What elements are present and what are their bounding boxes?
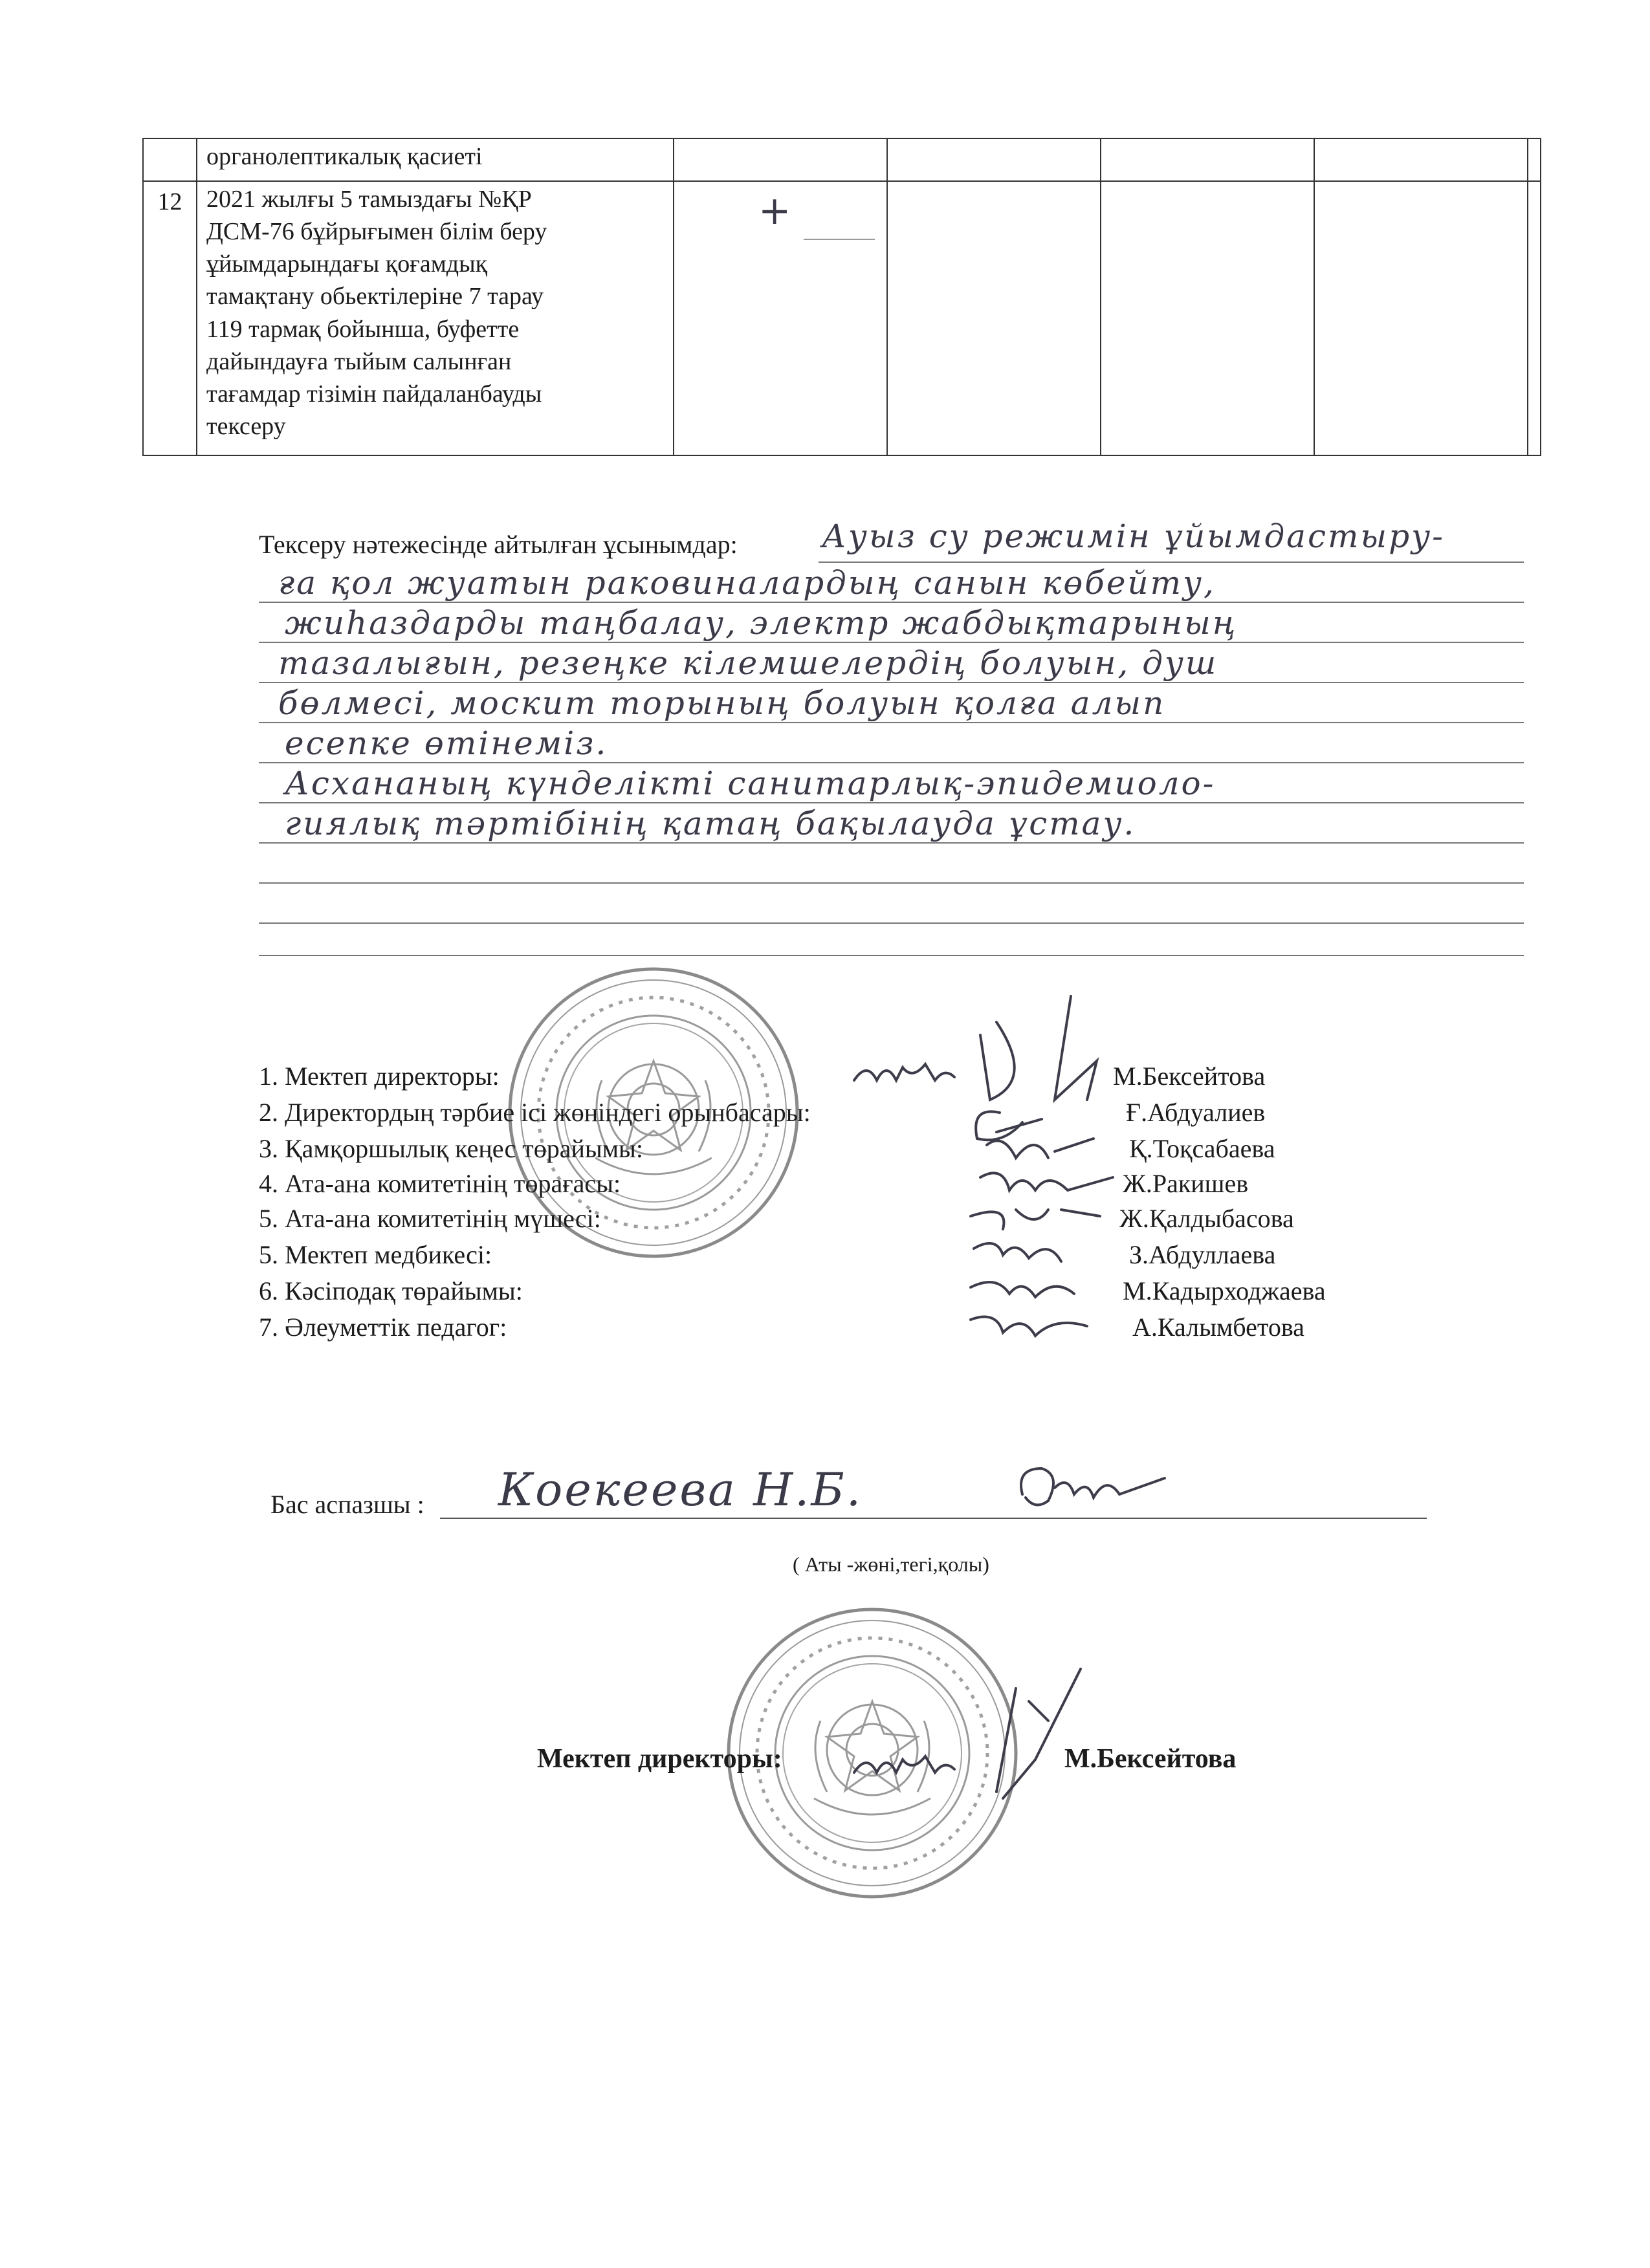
writing-line: [259, 955, 1524, 956]
row-mark-cell: [674, 181, 887, 455]
member-name: М.Бексейтова: [1113, 1062, 1266, 1091]
writing-line: [259, 642, 1524, 643]
member-role: 5. Мектеп медбикесі:: [259, 1240, 492, 1269]
row-cell: [1314, 138, 1528, 181]
criterion-line: 119 тармақ бойынша, буфетте: [206, 315, 520, 343]
writing-line: [259, 842, 1524, 844]
row-cell: [1101, 138, 1314, 181]
head-cook-label: Бас аспазшы :: [270, 1490, 424, 1519]
criterion-line: органолептикалық қасиеті: [206, 143, 483, 170]
writing-line: [259, 682, 1524, 683]
writing-line: [819, 562, 1524, 563]
handwritten-line: жиһаздарды таңбалау, электр жабдықтарының: [285, 604, 1238, 642]
director-signature: [841, 1663, 1087, 1805]
handwritten-line: тазалығын, резеңке кілемшелердің болуын, душ: [278, 644, 1218, 682]
writing-line: [259, 762, 1524, 763]
criterion-line: тексеру: [206, 413, 286, 441]
writing-line: [259, 922, 1524, 924]
member-role: 4. Ата-ана комитетінің төрағасы:: [259, 1169, 621, 1198]
footer-name: М.Бексейтова: [1064, 1744, 1237, 1774]
member-name: Қ.Тоқсабаева: [1129, 1134, 1275, 1163]
writing-line: [259, 882, 1524, 884]
criterion-line: 2021 жылғы 5 тамыздағы №ҚР: [206, 186, 532, 213]
row-number: [143, 138, 197, 181]
handwritten-line: есепке өтінеміз.: [285, 725, 608, 762]
member-role: 1. Мектеп директоры:: [259, 1062, 500, 1091]
member-name: З.Абдуллаева: [1129, 1240, 1276, 1269]
member-role: 7. Әлеуметтік педагог:: [259, 1313, 507, 1342]
handwritten-line: ға қол жуатын раковиналардың санын көбейту,: [278, 564, 1216, 602]
head-cook-caption: ( Аты -жөні,тегі,қолы): [793, 1553, 989, 1576]
member-name: Ж.Қалдыбасова: [1119, 1204, 1294, 1233]
row-cell: [887, 138, 1101, 181]
head-cook-signature: [1009, 1449, 1178, 1527]
handwritten-line: гиялық тәртібінің қатаң бақылауда ұстау.: [285, 805, 1136, 842]
criterion-line: дайындауға тыйым салынған: [206, 347, 512, 375]
head-cook-line: [440, 1518, 1427, 1519]
member-role: 2. Директордың тәрбие ісі жөніндегі орынбасары:: [259, 1098, 811, 1127]
row-criterion: [197, 181, 674, 455]
pencil-stroke: [804, 239, 875, 240]
handwritten-line: бөлмесі, москит торының болуын қолға алып: [278, 684, 1166, 722]
handwritten-signatures: [841, 983, 1139, 1358]
member-role: 5. Ата-ана комитетінің мүшесі:: [259, 1204, 601, 1233]
row-cell: [1101, 181, 1314, 455]
row-cell: [1528, 181, 1541, 455]
member-name: М.Кадырходжаева: [1123, 1276, 1326, 1305]
handwritten-line: Ауыз су режимін ұйымдастыру-: [822, 518, 1446, 555]
head-cook-handwritten-name: Коекеева Н.Б.: [498, 1463, 863, 1516]
table-row: [143, 138, 1541, 181]
writing-line: [259, 802, 1524, 803]
criterion-line: тамақтану обьектілеріне 7 тарау: [206, 283, 544, 311]
member-name: Ғ.Абдуалиев: [1126, 1098, 1266, 1127]
footer-role: Мектеп директоры:: [537, 1744, 782, 1774]
criterion-line: ДСМ-76 бұйрығымен білім беру: [206, 218, 547, 246]
recommendations-label: Тексеру нәтежесінде айтылған ұсынымдар:: [259, 530, 738, 559]
member-role: 3. Қамқоршылық кеңес төрайымы:: [259, 1134, 644, 1163]
writing-line: [259, 722, 1524, 723]
member-name: Ж.Ракишев: [1123, 1169, 1249, 1198]
row-criterion: [197, 138, 674, 181]
member-name: А.Калымбетова: [1132, 1313, 1304, 1342]
criterion-line: тағамдар тізімін пайдаланбауды: [206, 380, 542, 408]
row-cell: [1314, 181, 1528, 455]
handwritten-line: Асхананың күнделікті санитарлық-эпидемиоло-: [285, 765, 1216, 802]
row-cell: [887, 181, 1101, 455]
inspection-table: [142, 138, 1541, 456]
writing-line: [259, 602, 1524, 603]
table-row: [143, 181, 1541, 455]
handwritten-plus-mark: +: [758, 188, 793, 234]
member-role: 6. Кәсіподақ төрайымы:: [259, 1276, 523, 1305]
criterion-line: ұйымдарындағы қоғамдық: [206, 250, 488, 278]
row-cell: [1528, 138, 1541, 181]
row-number: 12: [143, 181, 197, 455]
row-cell: [674, 138, 887, 181]
